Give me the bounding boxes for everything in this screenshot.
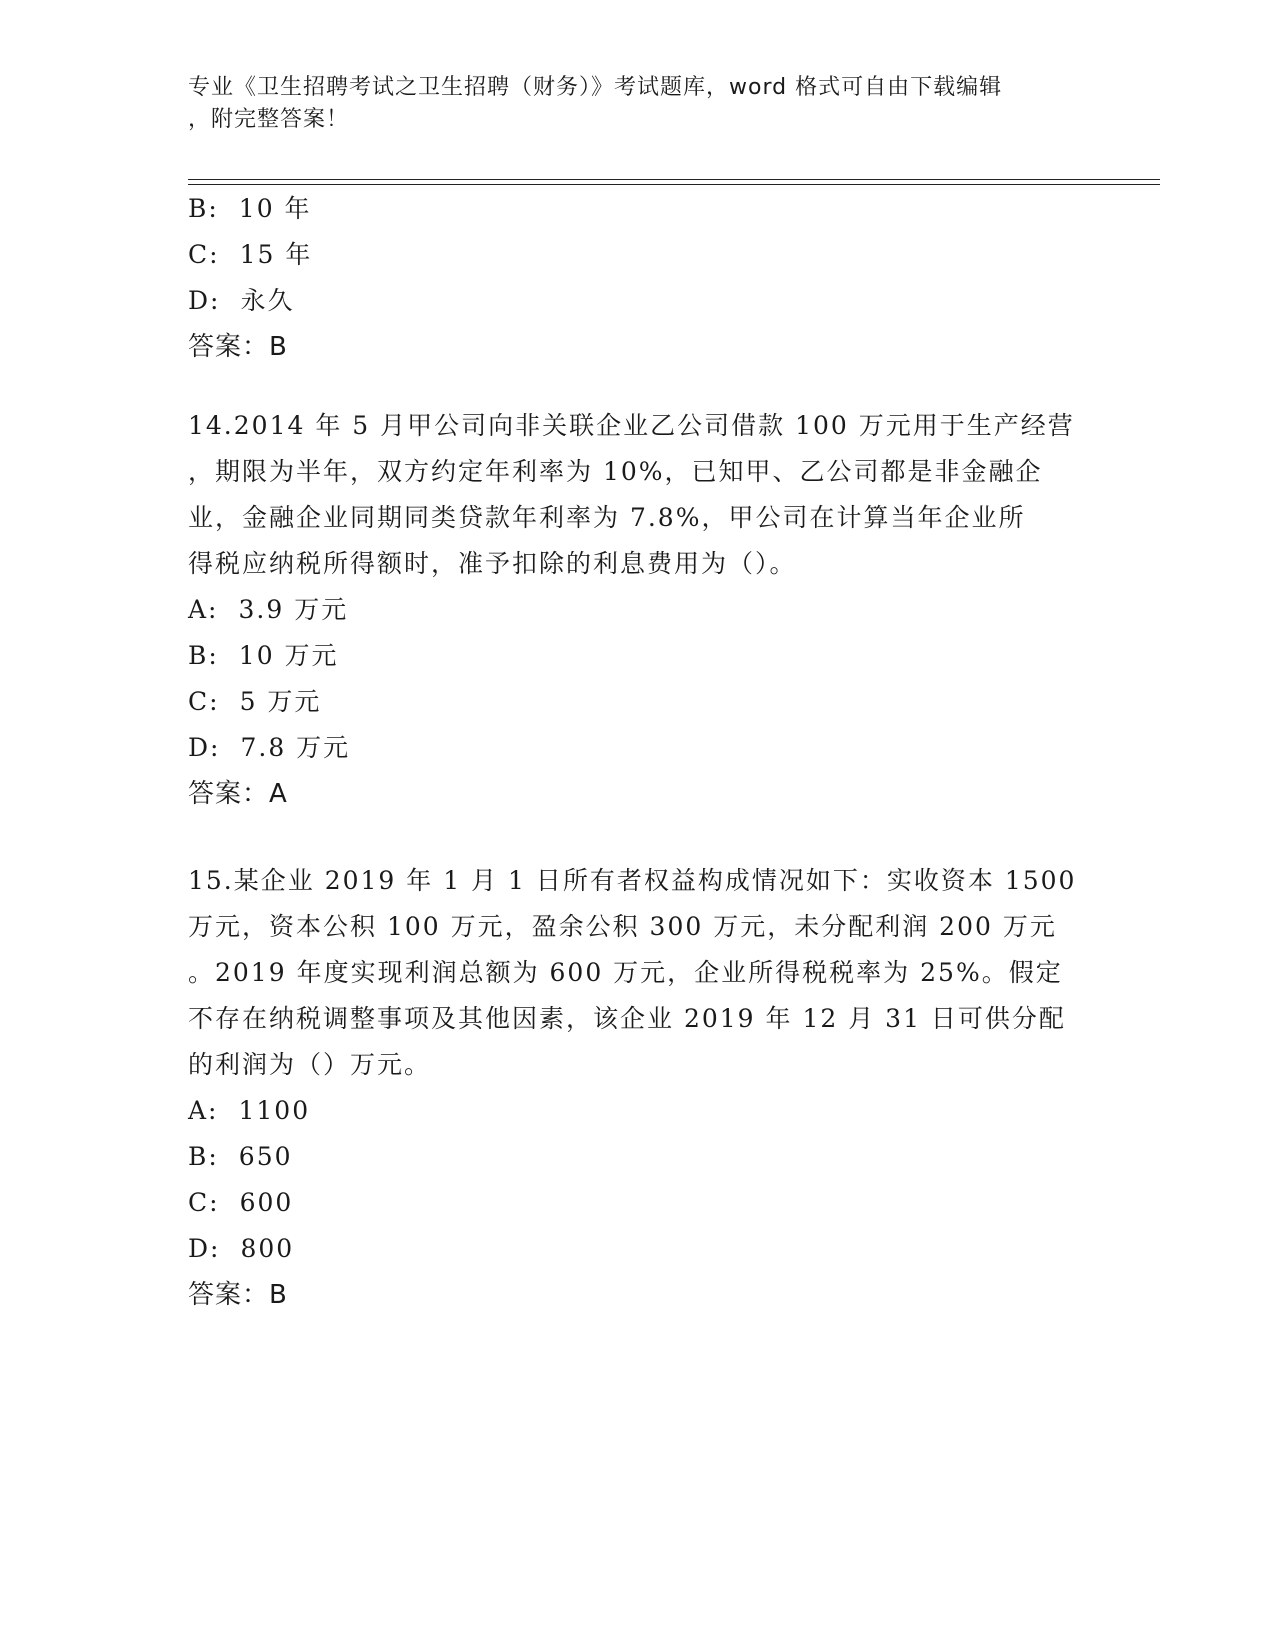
option-text: 10 年 xyxy=(238,194,312,223)
header-divider-bottom xyxy=(188,184,1160,185)
option-label: D: xyxy=(188,1234,221,1263)
prev-question xyxy=(188,186,1078,370)
question-stem-line: 万元，资本公积 100 万元，盈余公积 300 万元，未分配利润 200 万元 xyxy=(188,912,1057,941)
option-label: B: xyxy=(188,194,219,223)
option-a xyxy=(188,587,1078,633)
option-label: D: xyxy=(188,733,221,762)
option-d xyxy=(188,1226,1078,1272)
option-d xyxy=(188,278,1078,324)
question-stem-line: 的利润为（）万元。 xyxy=(188,1050,432,1079)
option-label: A: xyxy=(188,1096,219,1125)
option-text: 1100 xyxy=(238,1096,311,1125)
question-stem-line: 。2019 年度实现利润总额为 600 万元，企业所得税税率为 25%。假定 xyxy=(188,958,1063,987)
question-stem-line: 业，金融企业同期同类贷款年利率为 7.8%，甲公司在计算当年企业所 xyxy=(188,503,1026,532)
option-d xyxy=(188,725,1078,771)
option-b xyxy=(188,1134,1078,1180)
option-label: B: xyxy=(188,641,219,670)
question-stem-line: ，期限为半年，双方约定年利率为 10%，已知甲、乙公司都是非金融企 xyxy=(188,457,1043,486)
question-stem-line: 15.某企业 2019 年 1 月 1 日所有者权益构成情况如下：实收资本 1500 xyxy=(188,866,1077,895)
question-stem-line: 14.2014 年 5 月甲公司向非关联企业乙公司借款 100 万元用于生产经营 xyxy=(188,411,1075,440)
answer-line: 答案：B xyxy=(188,1280,288,1310)
option-label: A: xyxy=(188,595,219,624)
option-b xyxy=(188,633,1078,679)
option-text: 5 万元 xyxy=(239,687,322,716)
option-c xyxy=(188,679,1078,725)
option-text: 10 万元 xyxy=(238,641,339,670)
question-stem-line: 得税应纳税所得额时，准予扣除的利息费用为（）。 xyxy=(188,549,797,578)
question-stem-line: 不存在纳税调整事项及其他因素，该企业 2019 年 12 月 31 日可供分配 xyxy=(188,1004,1066,1033)
option-label: C: xyxy=(188,240,220,269)
option-text: 15 年 xyxy=(239,240,313,269)
option-label: D: xyxy=(188,286,221,315)
option-text: 600 xyxy=(239,1188,294,1217)
header-line-2: ，附完整答案！ xyxy=(188,107,350,132)
question-14 xyxy=(188,403,1078,817)
option-text: 3.9 万元 xyxy=(238,595,349,624)
answer-line: 答案：B xyxy=(188,332,288,362)
option-c xyxy=(188,232,1078,278)
option-text: 7.8 万元 xyxy=(240,733,351,762)
option-label: C: xyxy=(188,1188,220,1217)
option-text: 永久 xyxy=(240,286,295,315)
option-label: B: xyxy=(188,1142,219,1171)
option-c xyxy=(188,1180,1078,1226)
header-divider-top xyxy=(188,179,1160,180)
option-a xyxy=(188,1088,1078,1134)
answer-line: 答案：A xyxy=(188,779,288,809)
option-text: 800 xyxy=(240,1234,295,1263)
header-line-1: 专业《卫生招聘考试之卫生招聘（财务）》考试题库，word 格式可自由下载编辑 xyxy=(188,75,1003,100)
option-text: 650 xyxy=(238,1142,293,1171)
option-label: C: xyxy=(188,687,220,716)
option-b xyxy=(188,186,1078,232)
document-header xyxy=(188,72,1068,136)
question-15 xyxy=(188,858,1078,1318)
